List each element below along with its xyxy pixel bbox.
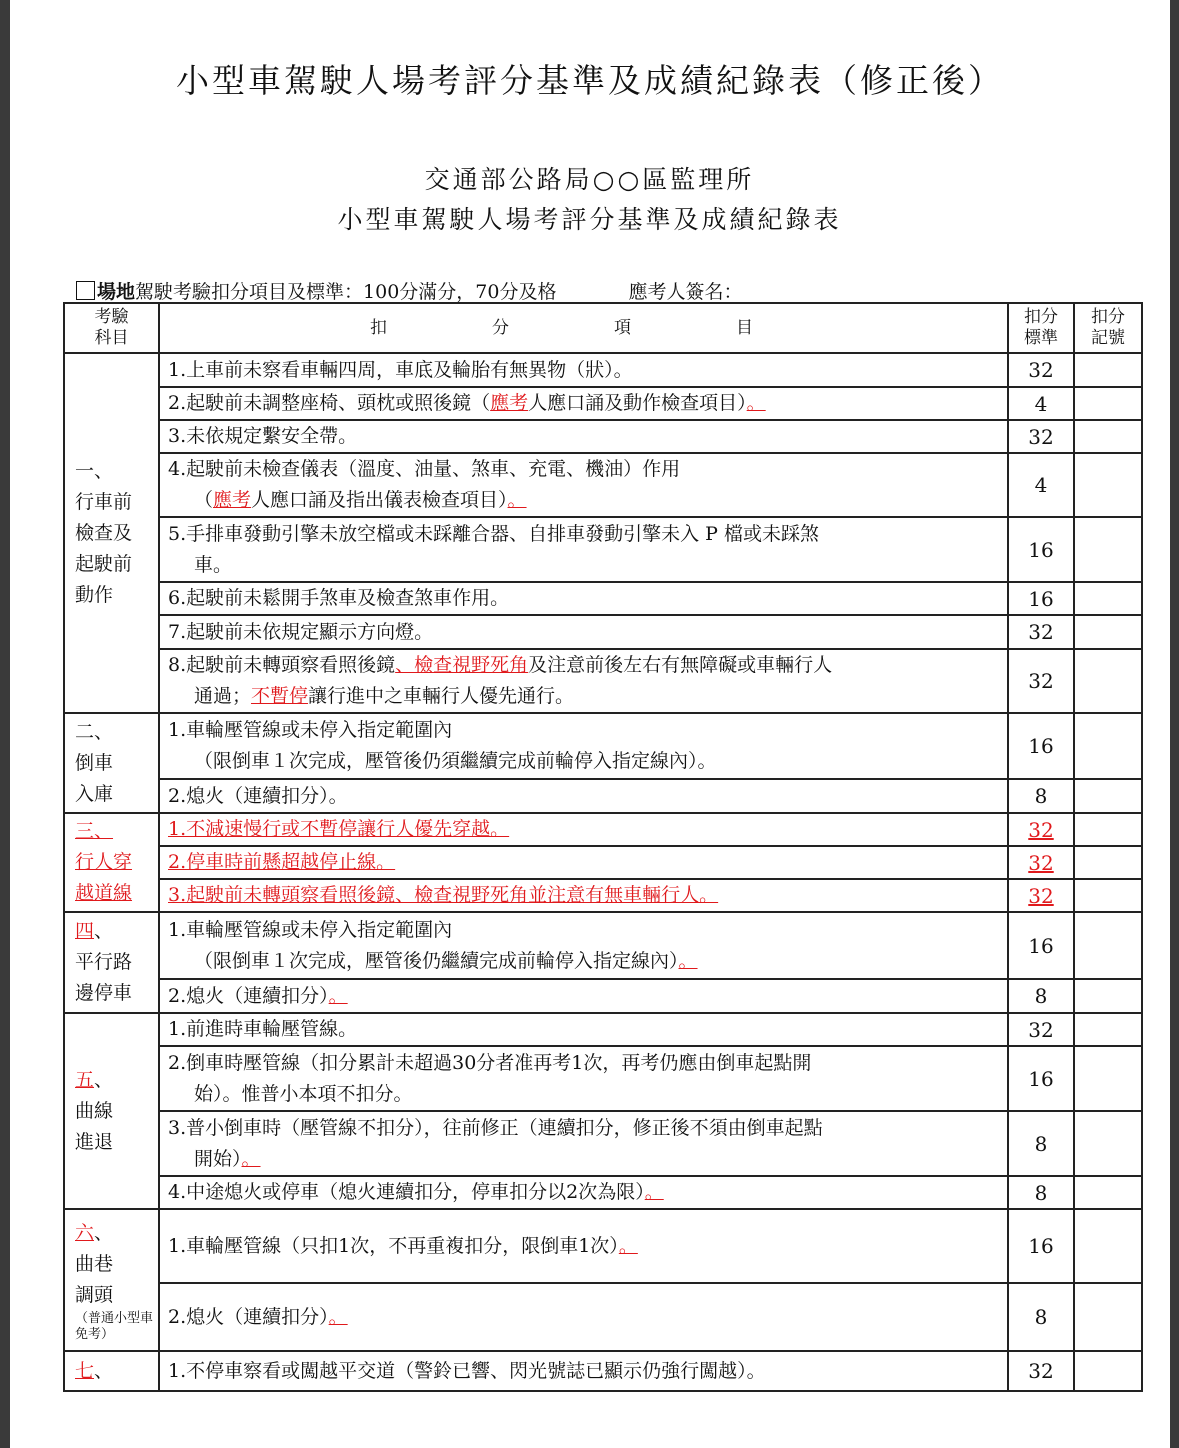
text-segment: 7.起駛前未依規定顯示方向燈。 bbox=[168, 620, 434, 643]
deduction-mark-cell[interactable] bbox=[1074, 1046, 1142, 1111]
text-segment: 2.熄火（連續扣分） bbox=[168, 984, 329, 1007]
deduction-points: 8 bbox=[1008, 1176, 1074, 1209]
deduction-mark-cell[interactable] bbox=[1074, 1209, 1142, 1283]
document-title: 小型車駕駛人場考評分基準及成績紀錄表（修正後） bbox=[176, 61, 1004, 100]
text-segment: 1.上車前未察看車輛四周，車底及輪胎有無異物（狀）。 bbox=[168, 358, 633, 381]
deduction-item bbox=[159, 1013, 1008, 1046]
revised-text: 四 bbox=[75, 920, 95, 942]
table-row bbox=[64, 779, 1142, 813]
revised-text: 。 bbox=[644, 1181, 664, 1203]
table-row bbox=[64, 813, 1142, 846]
subject-label-line bbox=[75, 1218, 158, 1249]
table-row bbox=[64, 649, 1142, 713]
table-row bbox=[64, 453, 1142, 517]
table-row bbox=[64, 1046, 1142, 1111]
subject-cell bbox=[64, 1209, 159, 1351]
item-line bbox=[168, 1356, 999, 1387]
subject-cell bbox=[64, 713, 159, 813]
subject-label-line bbox=[75, 878, 158, 909]
deduction-points: 8 bbox=[1008, 1111, 1074, 1176]
subject-label-line bbox=[75, 978, 158, 1009]
revised-text: 、檢查視野死角 bbox=[395, 654, 529, 676]
deduction-item bbox=[159, 846, 1008, 879]
subject-label-line bbox=[75, 748, 158, 779]
text-segment: 人應口誦及指出儀表檢查項目） bbox=[251, 489, 508, 511]
header-record: 扣分記號 bbox=[1074, 303, 1142, 353]
deduction-item bbox=[159, 1351, 1008, 1391]
subject-label-line bbox=[75, 816, 158, 847]
subject-label-line bbox=[75, 779, 158, 810]
table-row bbox=[64, 846, 1142, 879]
revised-text: 五 bbox=[75, 1068, 95, 1091]
scoring-table bbox=[63, 302, 1143, 1392]
deduction-mark-cell[interactable] bbox=[1074, 420, 1142, 453]
table-row bbox=[64, 582, 1142, 615]
deduction-item bbox=[159, 1046, 1008, 1111]
subject-label-line bbox=[75, 1249, 158, 1280]
text-segment: 二、 bbox=[75, 720, 114, 743]
deduction-points: 32 bbox=[1008, 1013, 1074, 1046]
deduction-mark-cell[interactable] bbox=[1074, 649, 1142, 713]
text-segment: 、 bbox=[94, 920, 114, 942]
subject-label-line bbox=[75, 847, 158, 878]
item-line bbox=[168, 454, 999, 485]
deduction-item bbox=[159, 387, 1008, 420]
deduction-item bbox=[159, 453, 1008, 517]
item-line bbox=[168, 1302, 999, 1333]
revised-text: 三、 bbox=[75, 820, 114, 842]
item-line bbox=[168, 1231, 999, 1262]
item-line bbox=[168, 681, 999, 712]
item-line bbox=[168, 1113, 999, 1144]
deduction-points: 32 bbox=[1008, 649, 1074, 713]
text-segment: 、 bbox=[94, 1221, 114, 1244]
deduction-item bbox=[159, 1283, 1008, 1351]
text-segment: 6.起駛前未鬆開手煞車及檢查煞車作用。 bbox=[168, 587, 510, 609]
text-segment: 起駛前 bbox=[75, 552, 133, 575]
form-title: 小型車駕駛人場考評分基準及成績紀錄表 bbox=[337, 205, 842, 234]
text-segment: 8.起駛前未轉頭察看照後鏡 bbox=[168, 654, 396, 676]
subject-cell bbox=[64, 1351, 159, 1391]
item-line bbox=[168, 946, 999, 977]
item-line bbox=[168, 485, 999, 516]
text-segment: 4.起駛前未檢查儀表（溫度、油量、煞車、充電、機油）作用 bbox=[168, 458, 681, 480]
deduction-mark-cell[interactable] bbox=[1074, 582, 1142, 615]
subject-label-line bbox=[75, 487, 158, 518]
deduction-points: 32 bbox=[1008, 420, 1074, 453]
text-segment: 邊停車 bbox=[75, 982, 133, 1004]
deduction-mark-cell[interactable] bbox=[1074, 846, 1142, 879]
table-row bbox=[64, 1209, 1142, 1283]
text-segment: 2.熄火（連續扣分） bbox=[168, 1305, 329, 1328]
table-row bbox=[64, 420, 1142, 453]
text-segment: 4.中途熄火或停車（熄火連續扣分，停車扣分以2次為限） bbox=[168, 1181, 645, 1203]
text-segment: 3.未依規定繫安全帶。 bbox=[168, 425, 358, 447]
text-segment: 1.不停車察看或闖越平交道（警鈴已響、閃光號誌已顯示仍強行闖越）。 bbox=[168, 1359, 766, 1382]
header-item: 扣 分 項 目 bbox=[159, 303, 1008, 353]
deduction-points: 8 bbox=[1008, 779, 1074, 813]
deduction-item bbox=[159, 517, 1008, 582]
subject-label-line bbox=[75, 947, 158, 978]
text-segment: 曲線 bbox=[75, 1099, 114, 1122]
item-line bbox=[168, 355, 999, 386]
text-segment: （ bbox=[194, 489, 214, 511]
deduction-points: 16 bbox=[1008, 713, 1074, 779]
subject-cell bbox=[64, 1013, 159, 1209]
revised-text: 越道線 bbox=[75, 882, 133, 904]
deduction-item bbox=[159, 1176, 1008, 1209]
deduction-mark-cell[interactable] bbox=[1074, 1176, 1142, 1209]
subject-label-line bbox=[75, 1280, 158, 1311]
revised-text: 。 bbox=[618, 1234, 638, 1257]
revised-text: 。 bbox=[678, 949, 698, 972]
revised-text: 3.起駛前未轉頭察看照後鏡、檢查視野死角並注意有無車輛行人。 bbox=[168, 884, 719, 906]
item-line bbox=[168, 880, 999, 911]
deduction-points: 32 bbox=[1008, 879, 1074, 912]
subject-label-line bbox=[75, 518, 158, 549]
text-segment: 3.普小倒車時（壓管線不扣分），往前修正（連續扣分，修正後不須由倒車起點 bbox=[168, 1116, 823, 1139]
text-segment: 調頭 bbox=[75, 1283, 114, 1306]
text-segment: 開始） bbox=[194, 1147, 242, 1170]
text-segment: 、 bbox=[94, 1359, 114, 1382]
subject-label-line bbox=[75, 580, 158, 611]
subject-cell bbox=[64, 912, 159, 1013]
table-row bbox=[64, 912, 1142, 979]
text-segment: 行車前 bbox=[75, 490, 133, 513]
deduction-points: 16 bbox=[1008, 582, 1074, 615]
text-segment: 、 bbox=[94, 1068, 114, 1091]
revised-text: 應考 bbox=[490, 392, 529, 414]
deduction-item bbox=[159, 912, 1008, 979]
subject-label-line bbox=[75, 456, 158, 487]
text-segment: 1.車輪壓管線或未停入指定範圍內 bbox=[168, 918, 453, 941]
deduction-points: 8 bbox=[1008, 1283, 1074, 1351]
subject-label-line bbox=[75, 717, 158, 748]
item-line bbox=[168, 1048, 999, 1079]
text-segment: 讓行進中之車輛行人優先通行。 bbox=[308, 685, 575, 707]
deduction-item bbox=[159, 420, 1008, 453]
item-line bbox=[168, 617, 999, 648]
deduction-points: 8 bbox=[1008, 979, 1074, 1013]
deduction-item bbox=[159, 1209, 1008, 1283]
deduction-mark-cell[interactable] bbox=[1074, 387, 1142, 420]
text-segment: 2.倒車時壓管線（扣分累計未超過30分者准再考1次，再考仍應由倒車起點開 bbox=[168, 1051, 812, 1074]
deduction-item bbox=[159, 979, 1008, 1013]
checkbox[interactable] bbox=[76, 281, 95, 300]
deduction-item bbox=[159, 649, 1008, 713]
deduction-item bbox=[159, 879, 1008, 912]
subject-note: （普通小型車免考） bbox=[75, 1310, 154, 1342]
text-segment: 一、 bbox=[75, 459, 114, 482]
table-row bbox=[64, 879, 1142, 912]
text-segment: 5.手排車發動引擎未放空檔或未踩離合器、自排車發動引擎未入 P 檔或未踩煞 bbox=[168, 522, 819, 545]
subject-label-line bbox=[75, 1096, 158, 1127]
item-line bbox=[168, 1014, 999, 1045]
text-segment: 進退 bbox=[75, 1130, 114, 1153]
revised-text: 2.停車時前懸超越停止線。 bbox=[168, 851, 396, 873]
deduction-mark-cell[interactable] bbox=[1074, 353, 1142, 387]
deduction-mark-cell[interactable] bbox=[1074, 1111, 1142, 1176]
caption-bold: 場地 bbox=[97, 281, 136, 303]
deduction-points: 32 bbox=[1008, 615, 1074, 649]
table-row bbox=[64, 615, 1142, 649]
subject-label-line bbox=[75, 1127, 158, 1158]
deduction-item bbox=[159, 713, 1008, 779]
text-segment: 2.熄火（連續扣分）。 bbox=[168, 784, 348, 807]
item-line bbox=[168, 847, 999, 878]
text-segment: 入庫 bbox=[75, 782, 114, 805]
header-standard: 扣分標準 bbox=[1008, 303, 1074, 353]
deduction-points: 16 bbox=[1008, 517, 1074, 582]
revised-text: 。 bbox=[746, 392, 766, 414]
item-line bbox=[168, 915, 999, 946]
table-row bbox=[64, 387, 1142, 420]
deduction-mark-cell[interactable] bbox=[1074, 779, 1142, 813]
deduction-points: 16 bbox=[1008, 1046, 1074, 1111]
item-line bbox=[168, 814, 999, 845]
deduction-mark-cell[interactable] bbox=[1074, 615, 1142, 649]
deduction-points: 32 bbox=[1008, 813, 1074, 846]
table-row bbox=[64, 353, 1142, 387]
item-line bbox=[168, 1177, 999, 1208]
text-segment: 動作 bbox=[75, 583, 114, 606]
revised-text: 應考 bbox=[213, 489, 252, 511]
table-row bbox=[64, 713, 1142, 779]
signature-label: 應考人簽名： bbox=[628, 281, 743, 303]
deduction-points: 32 bbox=[1008, 353, 1074, 387]
table-row bbox=[64, 1283, 1142, 1351]
deduction-item bbox=[159, 1111, 1008, 1176]
revised-text: 。 bbox=[328, 1305, 348, 1328]
table-row bbox=[64, 1013, 1142, 1046]
deduction-mark-cell[interactable] bbox=[1074, 453, 1142, 517]
caption-text: 駕駛考驗扣分項目及標準：100分滿分，70分及格 bbox=[135, 281, 557, 303]
deduction-mark-cell[interactable] bbox=[1074, 517, 1142, 582]
table-row bbox=[64, 1351, 1142, 1391]
text-segment: 2.起駛前未調整座椅、頭枕或照後鏡（ bbox=[168, 392, 491, 414]
subject-label-line bbox=[75, 1356, 158, 1387]
item-line bbox=[168, 746, 999, 777]
deduction-points: 4 bbox=[1008, 387, 1074, 420]
table-row bbox=[64, 1111, 1142, 1176]
deduction-item bbox=[159, 779, 1008, 813]
subject-cell bbox=[64, 813, 159, 912]
text-segment: 曲巷 bbox=[75, 1252, 114, 1275]
item-line bbox=[168, 583, 999, 614]
deduction-points: 32 bbox=[1008, 1351, 1074, 1391]
item-line bbox=[168, 1144, 999, 1175]
subject-label-line bbox=[75, 549, 158, 580]
deduction-points: 16 bbox=[1008, 1209, 1074, 1283]
text-segment: 始）。惟普小本項不扣分。 bbox=[194, 1082, 413, 1105]
deduction-mark-cell[interactable] bbox=[1074, 1283, 1142, 1351]
header-subject: 考驗科目 bbox=[64, 303, 159, 353]
text-segment: 1.車輪壓管線或未停入指定範圍內 bbox=[168, 719, 453, 741]
deduction-mark-cell[interactable] bbox=[1074, 979, 1142, 1013]
item-line bbox=[168, 519, 999, 550]
table-row bbox=[64, 517, 1142, 582]
text-segment: 通過； bbox=[194, 685, 252, 707]
text-segment: 車。 bbox=[194, 553, 233, 576]
text-segment: 1.車輪壓管線（只扣1次，不再重複扣分，限倒車1次） bbox=[168, 1234, 619, 1257]
deduction-item bbox=[159, 813, 1008, 846]
text-segment: 檢查及 bbox=[75, 521, 133, 544]
deduction-mark-cell[interactable] bbox=[1074, 713, 1142, 779]
text-segment: 及注意前後左右有無障礙或車輛行人 bbox=[528, 654, 833, 676]
table-row bbox=[64, 1176, 1142, 1209]
deduction-mark-cell[interactable] bbox=[1074, 912, 1142, 979]
subject-cell bbox=[64, 353, 159, 713]
item-line bbox=[168, 1079, 999, 1110]
text-segment: （限倒車１次完成，壓管後仍須繼續完成前輪停入指定線內）。 bbox=[194, 750, 717, 772]
subject-label-line bbox=[75, 1065, 158, 1096]
text-segment: 平行路 bbox=[75, 951, 133, 973]
revised-text: 。 bbox=[507, 489, 527, 511]
deduction-points: 16 bbox=[1008, 912, 1074, 979]
revised-text: 七 bbox=[75, 1359, 95, 1382]
deduction-item bbox=[159, 582, 1008, 615]
revised-text: 六 bbox=[75, 1221, 95, 1244]
deduction-points: 32 bbox=[1008, 846, 1074, 879]
text-segment: 1.前進時車輪壓管線。 bbox=[168, 1018, 358, 1040]
deduction-mark-cell[interactable] bbox=[1074, 1013, 1142, 1046]
item-line bbox=[168, 781, 999, 812]
item-line bbox=[168, 981, 999, 1012]
deduction-points: 4 bbox=[1008, 453, 1074, 517]
deduction-item bbox=[159, 353, 1008, 387]
subject-label-line bbox=[75, 916, 158, 947]
deduction-mark-cell[interactable] bbox=[1074, 1351, 1142, 1391]
revised-text: 行人穿 bbox=[75, 851, 133, 873]
revised-text: 不暫停 bbox=[251, 685, 309, 707]
text-segment: 人應口誦及動作檢查項目） bbox=[528, 392, 747, 414]
header-row bbox=[64, 303, 1142, 353]
text-segment: （限倒車１次完成，壓管後仍繼續完成前輪停入指定線內） bbox=[194, 949, 679, 972]
item-line bbox=[168, 715, 999, 746]
item-line bbox=[168, 650, 999, 681]
item-line bbox=[168, 421, 999, 452]
deduction-item bbox=[159, 615, 1008, 649]
revised-text: 。 bbox=[328, 984, 348, 1007]
table-caption bbox=[76, 277, 742, 304]
deduction-mark-cell[interactable] bbox=[1074, 813, 1142, 846]
item-line bbox=[168, 388, 999, 419]
item-line bbox=[168, 550, 999, 581]
text-segment: 倒車 bbox=[75, 751, 114, 774]
table-row bbox=[64, 979, 1142, 1013]
revised-text: 1.不減速慢行或不暫停讓行人優先穿越。 bbox=[168, 818, 510, 840]
deduction-mark-cell[interactable] bbox=[1074, 879, 1142, 912]
organization-name: 交通部公路局○○區監理所 bbox=[424, 165, 755, 194]
revised-text: 。 bbox=[241, 1147, 261, 1170]
